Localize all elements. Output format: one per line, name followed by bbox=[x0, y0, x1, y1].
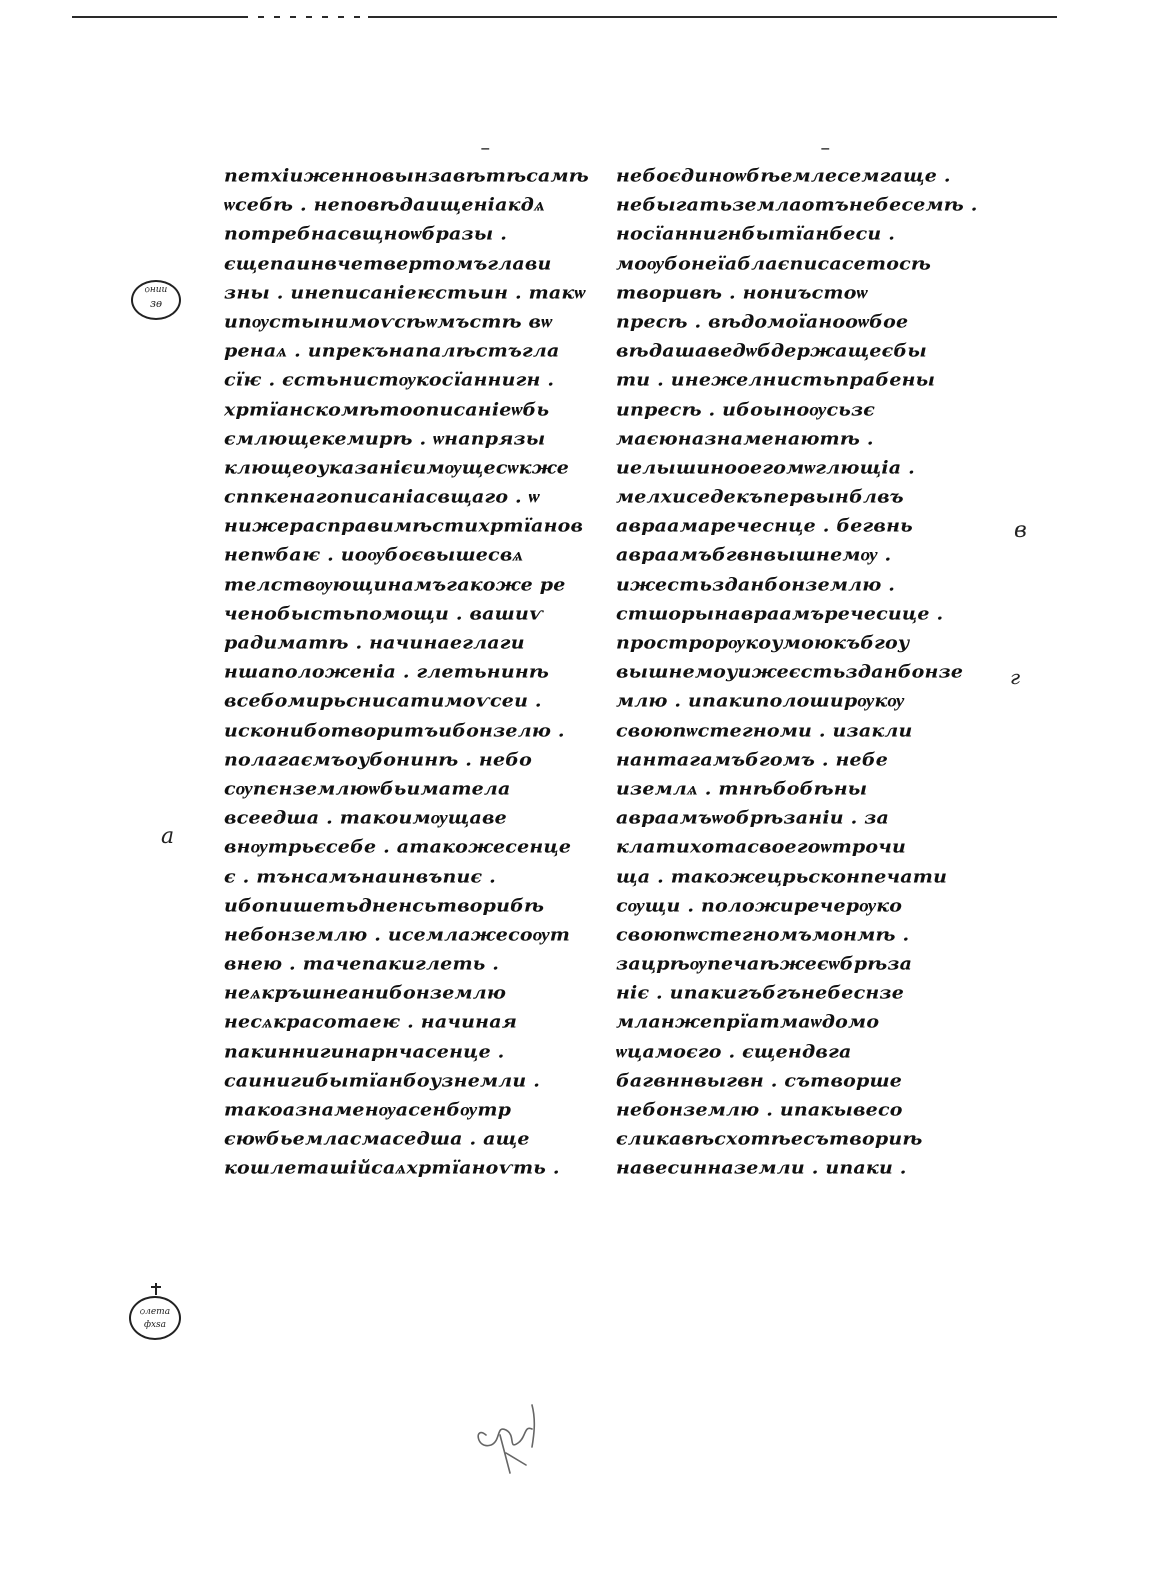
margin-stamp bbox=[129, 1296, 181, 1340]
manuscript-line: саинигибытїанбоузнемли . bbox=[224, 1070, 541, 1091]
manuscript-line: потребнасвщноѡбразы . bbox=[224, 224, 508, 245]
margin-stamp bbox=[131, 280, 181, 320]
manuscript-line: моѹбонеїаблаєписасетосѣ bbox=[616, 253, 931, 274]
manuscript-line: клатихотасвоегоѡтрочи bbox=[616, 837, 907, 858]
manuscript-line: творивѣ . нониъстоѡ bbox=[616, 282, 868, 303]
manuscript-line: прострорѹкоумоюкъбгоу bbox=[616, 632, 910, 654]
margin-numeral: в bbox=[1014, 518, 1027, 543]
manuscript-line: полагаємъоубонинѣ . небо bbox=[224, 749, 533, 770]
manuscript-line: сппкенагописаніасвщаго . ѡ bbox=[224, 486, 540, 508]
manuscript-line: авраамъбгвнвышнемѹ . bbox=[616, 545, 892, 566]
stamp-text: ѻлета bbox=[139, 1307, 171, 1317]
manuscript-line: нижерасправимѣстихртїанов bbox=[224, 516, 584, 537]
manuscript-line: стшорынавраамъречесице . bbox=[616, 603, 944, 624]
manuscript-line: небонземлю . исемлажесоѹт bbox=[224, 924, 571, 946]
margin-numeral: г bbox=[1010, 665, 1021, 689]
manuscript-line: всебомирьснисатимоѵсеи . bbox=[224, 691, 542, 712]
right-text-column bbox=[616, 162, 984, 1184]
manuscript-line: телствѹющинамъгакоже ре bbox=[224, 574, 566, 595]
manuscript-line: внѹтрьєсебе . атакожесенце bbox=[224, 837, 572, 858]
cross-mark-icon bbox=[150, 1283, 162, 1295]
titlo-mark: ⁻ bbox=[480, 140, 491, 164]
manuscript-line: мланжепрїатмаѡдомо bbox=[616, 1012, 880, 1033]
manuscript-line: пакиннигинарнчасенце . bbox=[224, 1041, 505, 1062]
manuscript-line: радиматѣ . начинаеглаги bbox=[224, 632, 525, 654]
top-border-break bbox=[248, 14, 368, 20]
manuscript-line: мелхиседекъпервынблвъ bbox=[616, 486, 904, 508]
manuscript-line: багвннвыгвн . сътворше bbox=[616, 1070, 903, 1091]
manuscript-line: вѣдашаведѡбдержащеєбы bbox=[616, 341, 927, 362]
manuscript-line: неѧкръшнеанибонземлю bbox=[224, 983, 507, 1004]
manuscript-line: всеедша . такоимѹщаве bbox=[224, 808, 507, 829]
manuscript-line: кошлеташійсаѧхртїаноѵть . bbox=[224, 1158, 560, 1179]
manuscript-line: єщепаинвчетвертомъглави bbox=[224, 253, 552, 274]
manuscript-line: зны . инеписаніеѥстьин . такѡ bbox=[224, 282, 586, 303]
manuscript-line: вышнемоуижеєстьзданбонзе bbox=[616, 662, 964, 683]
manuscript-line: ща . такожецрьсконпечати bbox=[616, 866, 948, 887]
left-text-column bbox=[224, 162, 592, 1184]
manuscript-line: навесинназемли . ипаки . bbox=[616, 1158, 907, 1179]
manuscript-line: непѡбаѥ . иоѹбоєвышесвѧ bbox=[224, 545, 524, 566]
manuscript-line: пресѣ . вѣдомоїанооѡбое bbox=[616, 311, 909, 333]
manuscript-line: своюпѡстегномъмонмѣ . bbox=[616, 924, 910, 946]
manuscript-line: сѹпєнземлюѡбьиматела bbox=[224, 778, 511, 800]
manuscript-line: такоазнаменѹасенбѹтр bbox=[224, 1099, 512, 1121]
manuscript-line: клющеоуказанієимѹщесѡкже bbox=[224, 457, 570, 479]
manuscript-line: ніє . ипакигъбгънебеснзе bbox=[616, 983, 905, 1004]
manuscript-line: сѹщи . положиречерѹко bbox=[616, 895, 903, 916]
manuscript-line: хртїанскомѣтоописаніеѡбь bbox=[224, 399, 550, 420]
manuscript-line: ченобыстьпомощи . вашиѵ bbox=[224, 603, 544, 624]
stamp-text: ѻнии bbox=[144, 285, 168, 295]
manuscript-line: иземлѧ . тнѣбобѣны bbox=[616, 778, 868, 800]
manuscript-line: петхіиженновынзавѣтѣсамѣ bbox=[224, 165, 589, 187]
manuscript-line: єликавѣсхотѣесътвориѣ bbox=[616, 1129, 923, 1150]
manuscript-line: зацрѣѹпечаѣжеєѡбрѣза bbox=[616, 953, 913, 975]
titlo-mark: ⁻ bbox=[820, 140, 831, 164]
margin-numeral: а bbox=[161, 824, 175, 849]
stamp-text: зѳ bbox=[149, 297, 163, 310]
top-border-rule bbox=[72, 16, 1057, 18]
manuscript-line: ѡсебѣ . неповѣдаищеніакдѧ bbox=[224, 195, 546, 216]
manuscript-line: ѡцамоєго . єщендвга bbox=[616, 1041, 852, 1062]
manuscript-line: искониботворитъибонзелю . bbox=[224, 720, 565, 741]
manuscript-line: авраамаречеснце . бегвнь bbox=[616, 516, 913, 537]
manuscript-line: ємлющекемирѣ . ѡнапрязы bbox=[224, 428, 546, 449]
manuscript-line: ипѹстынимоѵсѣѡмъстѣ вѡ bbox=[224, 311, 553, 333]
manuscript-line: своюпѡстегноми . изакли bbox=[616, 720, 913, 741]
manuscript-line: авраамъѡобрѣзаніи . за bbox=[616, 808, 890, 829]
manuscript-line: ренаѧ . ипрекънапалѣстъгла bbox=[224, 341, 560, 362]
manuscript-line: небоєдиноѡбѣемлесемгаще . bbox=[616, 165, 951, 187]
manuscript-line: ти . инежелнистьпрабены bbox=[616, 370, 936, 391]
manuscript-line: небонземлю . ипакывесо bbox=[616, 1099, 903, 1121]
stamp-text: фхѕа bbox=[143, 1320, 167, 1330]
manuscript-line: маєюназнаменаютѣ . bbox=[616, 428, 874, 449]
manuscript-line: внею . тачепакиглеть . bbox=[224, 953, 500, 975]
manuscript-line: носїаннигнбытїанбеси . bbox=[616, 224, 896, 245]
manuscript-line: ншаположеніа . глетьнинѣ bbox=[224, 662, 550, 683]
manuscript-line: ипресѣ . ибоыноѹсьзє bbox=[616, 399, 876, 420]
manuscript-line: ижестьзданбонземлю . bbox=[616, 574, 896, 595]
manuscript-line: єюѡбьемласмаседша . аще bbox=[224, 1129, 530, 1150]
manuscript-line: несѧкрасотаеѥ . начиная bbox=[224, 1012, 518, 1033]
manuscript-line: ибопишетьдненсьтворибѣ bbox=[224, 895, 545, 916]
manuscript-line: иелышинооегомѡглющіа . bbox=[616, 457, 915, 479]
signature-scribble-icon bbox=[466, 1395, 556, 1475]
manuscript-line: млю . ипакиполоширѹкѹ bbox=[616, 691, 905, 712]
manuscript-line: нантагамъбгомъ . небе bbox=[616, 749, 889, 770]
manuscript-line: небыгатьземлаотънебесемѣ . bbox=[616, 195, 978, 216]
manuscript-line: сїѥ . єстьнистѹкосїаннигн . bbox=[224, 370, 555, 391]
manuscript-line: є . тънсамънаинвъпиє . bbox=[224, 866, 496, 887]
